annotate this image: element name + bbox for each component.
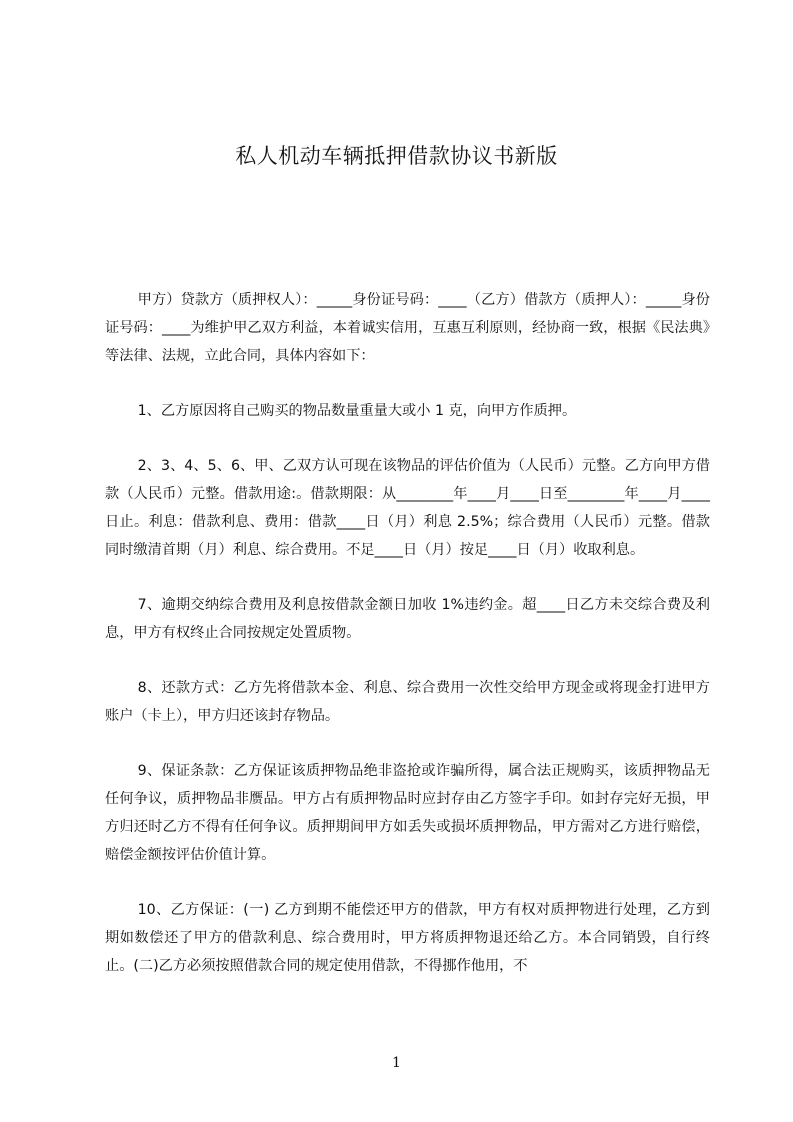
paragraph-clause-9: 9、保证条款：乙方保证该质押物品绝非盗抢或诈骗所得，属合法正规购买，该质押物品无任何争议，质押物品非赝品。甲方占有质押物品时应封存由乙方签字手印。如封存完好无损，甲方归还时乙方不得有任何争议。质押期间甲方如丢失或损坏质押物品，甲方需对乙方进行赔偿，赔偿金额按评估价值计算。 xyxy=(105,763,710,863)
document-body xyxy=(105,286,710,1007)
paragraph-clause-1: 1、乙方原因将自己购买的物品数量重量大或小 1 克，向甲方作质押。 xyxy=(137,403,577,419)
paragraph-parties: 甲方）贷款方（质押权人）：_____身份证号码：____（乙方）借款方（质押人）：_____身份证号码：____为维护甲乙双方利益，本着诚实信用，互惠互利原则，经协商一致，根据《民法典》等法律、法规，立此合同，具体内容如下： xyxy=(105,292,710,364)
page-number: 1 xyxy=(392,1055,401,1071)
paragraph-clause-2-6: 2、3、4、5、6、甲、乙双方认可现在该物品的评估价值为（人民币）元整。乙方向甲方借款（人民币）元整。借款用途:。借款期限：从________年____月____日至________年____月____日止。利息：借款利息、费用：借款____日（月）利息 2.5%；综合费用（人民币）元整。借款同时缴清首期（月）利息、综合费用。不足____日（月）按足____日（月）收取利息。 xyxy=(105,458,710,558)
paragraph-clause-7: 7、逾期交纳综合费用及利息按借款金额日加收 1%违约金。超____日乙方未交综合费及利息，甲方有权终止合同按规定处置质物。 xyxy=(105,597,710,641)
paragraph-clause-8: 8、还款方式：乙方先将借款本金、利息、综合费用一次性交给甲方现金或将现金打进甲方账户（卡上），甲方归还该封存物品。 xyxy=(105,680,710,724)
document-title: 私人机动车辆抵押借款协议书新版 xyxy=(235,144,558,168)
paragraph-clause-10: 10、乙方保证：(一) 乙方到期不能偿还甲方的借款，甲方有权对质押物进行处理，乙方到期如数偿还了甲方的借款利息、综合费用时，甲方将质押物退还给乙方。本合同销毁，自行终止。(二)乙方必须按照借款合同的规定使用借款，不得挪作他用，不 xyxy=(105,902,710,974)
